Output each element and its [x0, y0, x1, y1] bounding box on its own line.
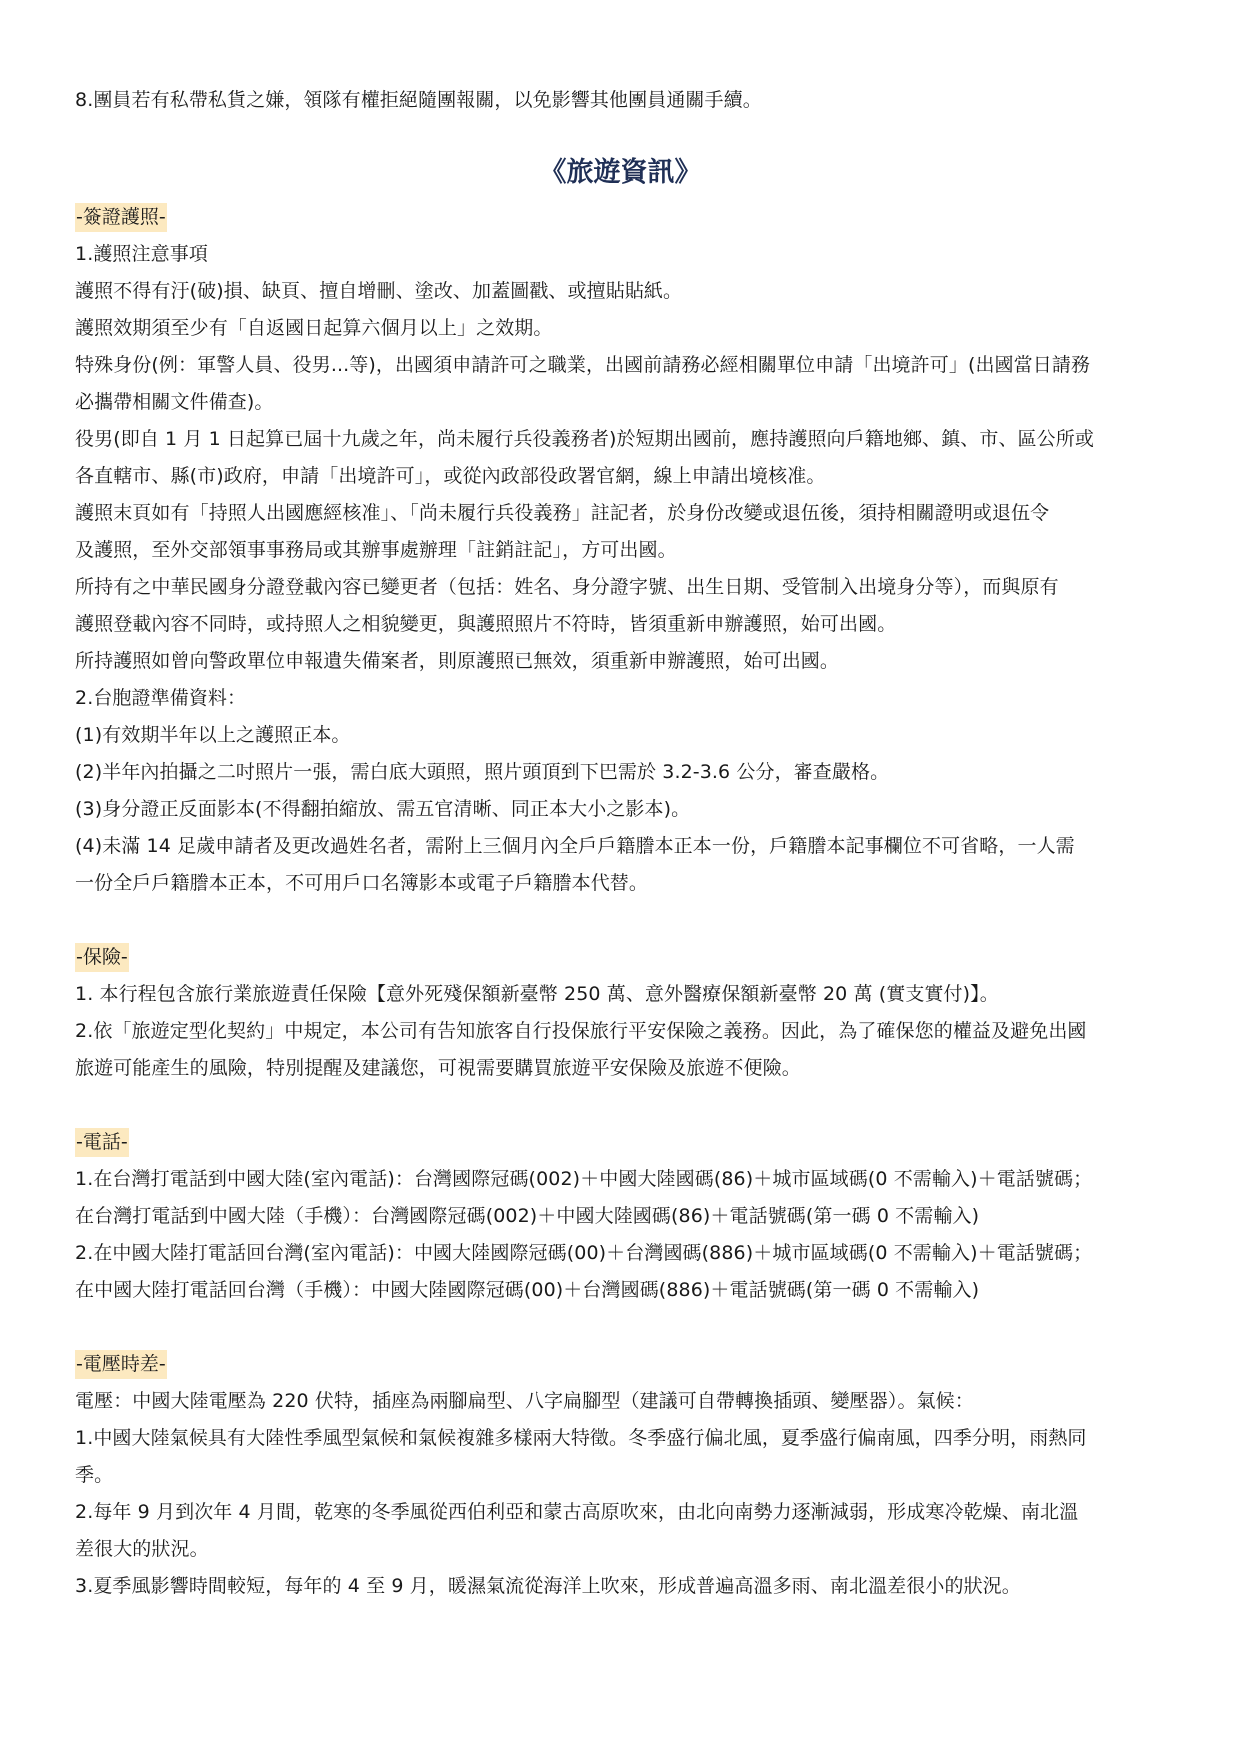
body-text-line: 及護照，至外交部領事事務局或其辦事處辦理「註銷註記」，方可出國。 [75, 539, 677, 561]
body-text-line: 1.護照注意事項 [75, 243, 208, 265]
info-section [75, 1346, 1166, 1605]
body-text-line: (2)半年內拍攝之二吋照片一張，需白底大頭照，照片頭頂到下巴需於 3.2-3.6 公分，審查嚴格。 [75, 761, 890, 783]
page-title: 《旅遊資訊》 [539, 157, 702, 188]
body-text-line: 特殊身份(例：軍警人員、役男...等)，出國須申請許可之職業，出國前請務必經相關單位申請「出境許可」(出國當日請務 [75, 354, 1091, 376]
body-text-line: 2.台胞證準備資料： [75, 687, 247, 709]
body-text-line: 旅遊可能產生的風險，特別提醒及建議您，可視需要購買旅遊平安保險及旅遊不便險。 [75, 1057, 801, 1079]
section-spacer [75, 902, 1166, 939]
body-text-line: 1. 本行程包含旅行業旅遊責任保險【意外死殘保額新臺幣 250 萬、意外醫療保額新臺幣 20 萬 (實支實付)】。 [75, 983, 999, 1005]
body-text-line: 護照末頁如有「持照人出國應經核准」、「尚未履行兵役義務」註記者，於身份改變或退伍後，須持相關證明或退伍令 [75, 502, 1050, 524]
section-spacer [75, 1309, 1166, 1346]
body-text-line: 護照不得有汙(破)損、缺頁、擅自增刪、塗改、加蓋圖戳、或擅貼貼紙。 [75, 280, 683, 302]
section-heading: -保險- [75, 943, 129, 972]
body-text-line: 所持有之中華民國身分證登載內容已變更者（包括：姓名、身分證字號、出生日期、受管制入出境身分等），而與原有 [75, 576, 1059, 598]
section-heading: -電話- [75, 1128, 129, 1157]
body-text-line: 差很大的狀況。 [75, 1538, 209, 1560]
info-section [75, 939, 1166, 1087]
body-text-line: 3.夏季風影響時間較短，每年的 4 至 9 月，暖濕氣流從海洋上吹來，形成普遍高溫多雨、南北溫差很小的狀況。 [75, 1575, 1021, 1597]
sections-container [75, 199, 1166, 1605]
body-text-line: 1.在台灣打電話到中國大陸(室內電話)：台灣國際冠碼(002)＋中國大陸國碼(86)＋城市區域碼(0 不需輸入)＋電話號碼； [75, 1168, 1093, 1190]
body-text-line: 2.每年 9 月到次年 4 月間，乾寒的冬季風從西伯利亞和蒙古高原吹來，由北向南勢力逐漸減弱，形成寒冷乾燥、南北溫 [75, 1501, 1079, 1523]
body-text-line: 2.在中國大陸打電話回台灣(室內電話)：中國大陸國際冠碼(00)＋台灣國碼(886)＋城市區域碼(0 不需輸入)＋電話號碼； [75, 1242, 1093, 1264]
body-text-line: 季。 [75, 1464, 114, 1486]
body-text-line: 在中國大陸打電話回台灣（手機）：中國大陸國際冠碼(00)＋台灣國碼(886)＋電話號碼(第一碼 0 不需輸入) [75, 1279, 980, 1301]
body-text-line: (3)身分證正反面影本(不得翻拍縮放、需五官清晰、同正本大小之影本)。 [75, 798, 691, 820]
body-text-line: 一份全戶戶籍謄本正本，不可用戶口名簿影本或電子戶籍謄本代替。 [75, 872, 649, 894]
body-text-line: 役男(即自 1 月 1 日起算已屆十九歲之年，尚未履行兵役義務者)於短期出國前，應持護照向戶籍地鄉、鎮、市、區公所或 [75, 428, 1094, 450]
body-text-line: 各直轄市、縣(市)政府，申請「出境許可」，或從內政部役政署官網，線上申請出境核准。 [75, 465, 826, 487]
body-text-line: 1.中國大陸氣候具有大陸性季風型氣候和氣候複雜多樣兩大特徵。冬季盛行偏北風，夏季盛行偏南風，四季分明，雨熱同 [75, 1427, 1087, 1449]
body-text-line: (1)有效期半年以上之護照正本。 [75, 724, 351, 746]
body-text-line: (4)未滿 14 足歲申請者及更改過姓名者，需附上三個月內全戶戶籍謄本正本一份，戶籍謄本記事欄位不可省略，一人需 [75, 835, 1075, 857]
section-heading: -簽證護照- [75, 203, 167, 232]
body-text-line: 護照效期須至少有「自返國日起算六個月以上」之效期。 [75, 317, 553, 339]
section-spacer [75, 1087, 1166, 1124]
intro-note: 8.團員若有私帶私貨之嫌，領隊有權拒絕隨團報關，以免影響其他團員通關手續。 [75, 89, 762, 111]
body-text-line: 電壓：中國大陸電壓為 220 伏特，插座為兩腳扁型、八字扁腳型（建議可自帶轉換插頭、變壓器）。氣候： [75, 1390, 974, 1412]
section-heading: -電壓時差- [75, 1350, 167, 1379]
info-section [75, 199, 1166, 902]
body-text-line: 2.依「旅遊定型化契約」中規定，本公司有告知旅客自行投保旅行平安保險之義務。因此，為了確保您的權益及避免出國 [75, 1020, 1087, 1042]
body-text-line: 所持護照如曾向警政單位申報遺失備案者，則原護照已無效，須重新申辦護照，始可出國。 [75, 650, 840, 672]
body-text-line: 在台灣打電話到中國大陸（手機）：台灣國際冠碼(002)＋中國大陸國碼(86)＋電話號碼(第一碼 0 不需輸入) [75, 1205, 980, 1227]
body-text-line: 必攜帶相關文件備查)。 [75, 391, 274, 413]
body-text-line: 護照登載內容不同時，或持照人之相貌變更，與護照照片不符時，皆須重新申辦護照，始可出國。 [75, 613, 897, 635]
info-section [75, 1124, 1166, 1309]
